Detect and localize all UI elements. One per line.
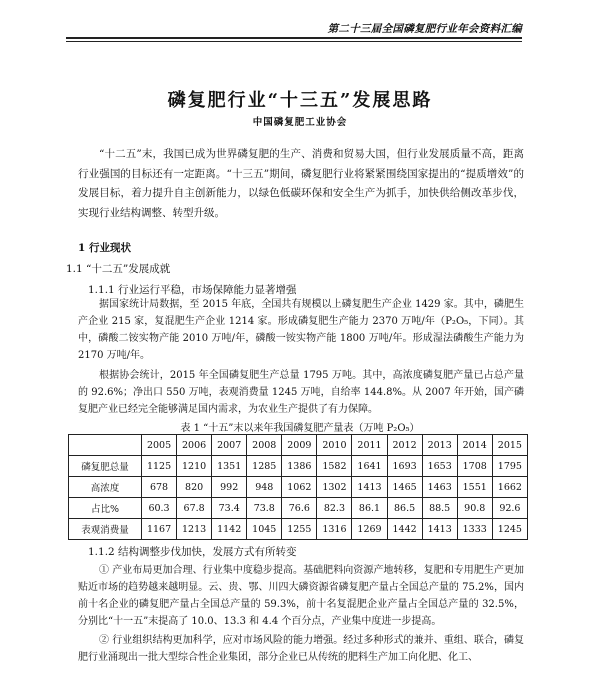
row-label: 高浓度 [69,477,142,498]
table-cell: 1245 [492,519,527,540]
paragraph-production: 根据协会统计，2015 年全国磷复肥生产总量 1795 万吨。其中，高浓度磷复肥产量已占总产量的 92.6%；净出口 550 万吨，表观消费量 1245 万吨，自给率 144.8%。从 2007 年开始，国产磷复肥产业已经完全能够满足国内需求，为农业生产提供了有力保障。 [78,370,524,415]
year-header-2006: 2006 [177,435,212,456]
table-row [69,498,528,519]
table-cell: 90.8 [457,498,492,519]
table-cell: 992 [212,477,247,498]
header-rule-thin [66,41,522,42]
table-row [69,477,528,498]
table-cell: 1463 [422,477,457,498]
table-cell: 678 [142,477,177,498]
table-cell: 1045 [247,519,282,540]
table-cell: 1210 [177,456,212,477]
table-caption: 表 1 “十五”末以来年我国磷复肥产量表（万吨 P₂O₅） [180,423,420,434]
table-cell: 948 [247,477,282,498]
table-cell: 76.6 [282,498,317,519]
table-cell: 86.1 [352,498,387,519]
table-cell: 82.3 [317,498,352,519]
table-cell: 1708 [457,456,492,477]
year-header-2008: 2008 [247,435,282,456]
table-cell: 1213 [177,519,212,540]
row-label: 占比% [69,498,142,519]
table-cell: 73.8 [247,498,282,519]
section-heading-1-1: 1.1 “十二五”发展成就 [66,263,171,275]
production-table [68,434,528,540]
table-cell: 1062 [282,477,317,498]
running-head: 第二十三届全国磷复肥行业年会资料汇编 [327,23,522,35]
section-heading-1-1-2: 1.1.2 结构调整步伐加快，发展方式有所转变 [88,546,297,558]
table-cell: 1285 [247,456,282,477]
year-header-2014: 2014 [457,435,492,456]
table-cell: 67.8 [177,498,212,519]
table-cell: 820 [177,477,212,498]
table-header-row [69,435,528,456]
table-cell: 1465 [387,477,422,498]
table-cell: 1413 [422,519,457,540]
table-cell: 1333 [457,519,492,540]
year-header-2005: 2005 [142,435,177,456]
year-header-2010: 2010 [317,435,352,456]
table-cell: 1582 [317,456,352,477]
paragraph-layout: ① 产业布局更加合理、行业集中度稳步提高。基础肥料向资源产地转移，复肥和专用肥生产更加贴近市场的趋势越来越明显。云、贵、鄂、川四大磷资源省磷复肥产量占全国总产量的 75.2%，国内前十名企业的磷复肥产量占全国总产量的 59.3%，前十名复混肥企业产量占全国总产量的 32.5%，分别比“十一五”末提高了 10.0、13.3 和 4.4 个百分点，产业集中度进一步提高。 [78,565,524,627]
table-cell: 60.3 [142,498,177,519]
intro-paragraph: “十二五”末，我国已成为世界磷复肥的生产、消费和贸易大国，但行业发展质量不高，距离行业强国的目标还有一定距离。“十三五”期间，磷复肥行业将紧紧围绕国家提出的“提质增效”的发展目标，着力提升自主创新能力，以绿色低碳环保和安全生产为抓手，加快供给侧改革步伐，实现行业结构调整、转型升级。 [78,148,524,219]
table-cell: 1795 [492,456,527,477]
year-header-2007: 2007 [212,435,247,456]
header-rule [66,37,522,39]
year-header-2012: 2012 [387,435,422,456]
table-cell: 88.5 [422,498,457,519]
year-header-2009: 2009 [282,435,317,456]
row-label: 表观消费量 [69,519,142,540]
table-cell: 1302 [317,477,352,498]
section-heading-1-1-1: 1.1.1 行业运行平稳，市场保障能力显著增强 [88,284,297,296]
paragraph-capacity: 据国家统计局数据，至 2015 年底，全国共有规模以上磷复肥生产企业 1429 家。其中，磷肥生产企业 215 家，复混肥生产企业 1214 家。形成磷复肥生产能力 2370 万吨/年（P₂O₅，下同）。其中，磷酸二铵实物产能 2010 万吨/年，磷酸一铵实物产能 1800 万吨/年。形成湿法磷酸生产能力为 2170 万吨/年。 [78,299,524,361]
table-corner-cell [69,435,142,456]
table-row [69,519,528,540]
table-cell: 1693 [387,456,422,477]
year-header-2013: 2013 [422,435,457,456]
table-cell: 1442 [387,519,422,540]
table-cell: 73.4 [212,498,247,519]
table-cell: 1316 [317,519,352,540]
table-cell: 1167 [142,519,177,540]
table-cell: 92.6 [492,498,527,519]
table-cell: 1142 [212,519,247,540]
page-title: 磷复肥行业“十三五”发展思路 [167,90,433,111]
table-row [69,456,528,477]
table-cell: 1641 [352,456,387,477]
table-cell: 1255 [282,519,317,540]
table-cell: 1551 [457,477,492,498]
table-cell: 1386 [282,456,317,477]
table-cell: 86.5 [387,498,422,519]
table-cell: 1653 [422,456,457,477]
author: 中国磷复肥工业协会 [252,117,348,128]
row-label: 磷复肥总量 [69,456,142,477]
paragraph-organization: ② 行业组织结构更加科学，应对市场风险的能力增强。经过多种形式的兼并、重组、联合，磷复肥行业涌现出一批大型综合性企业集团，部分企业已从传统的肥料生产加工向化肥、化工、 [78,635,524,663]
table-cell: 1351 [212,456,247,477]
table-cell: 1125 [142,456,177,477]
section-heading-1: 1 行业现状 [78,242,131,254]
table-cell: 1662 [492,477,527,498]
table-cell: 1413 [352,477,387,498]
year-header-2011: 2011 [352,435,387,456]
table-cell: 1269 [352,519,387,540]
year-header-2015: 2015 [492,435,527,456]
